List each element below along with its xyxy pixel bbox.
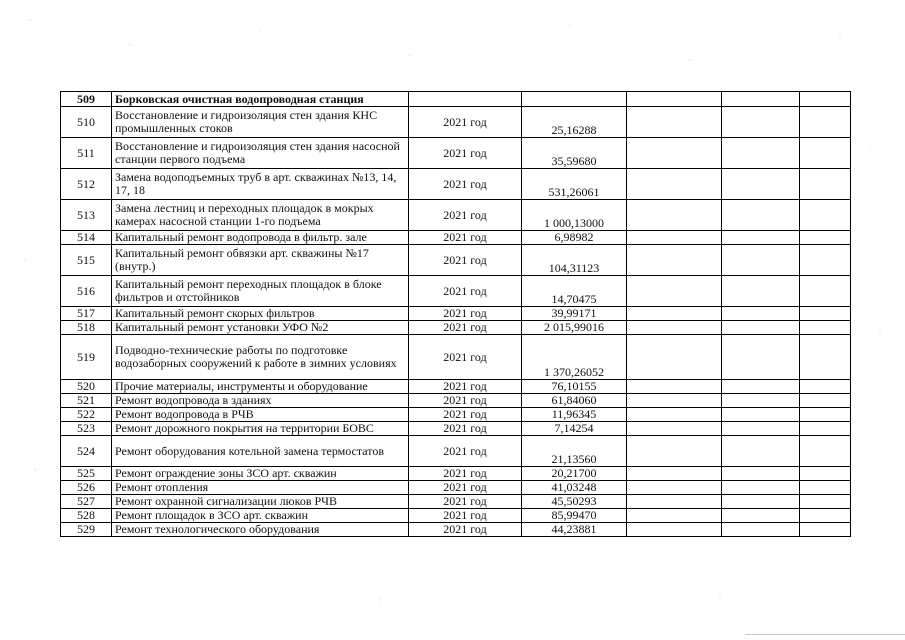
empty-cell [722, 231, 800, 245]
row-number: 512 [61, 169, 112, 200]
work-description: Ремонт отопления [112, 481, 409, 495]
work-year: 2021 год [409, 422, 522, 436]
work-description: Ремонт водопровода в зданиях [112, 394, 409, 408]
work-description: Восстановление и гидроизоляция стен здания КНС промышленных стоков [112, 107, 409, 138]
work-description: Замена лестниц и переходных площадок в мокрых камерах насосной станции 1-го подъема [112, 200, 409, 231]
empty-cell [800, 321, 851, 335]
work-cost: 20,21700 [522, 467, 627, 481]
empty-cell [722, 307, 800, 321]
empty-cell [627, 276, 722, 307]
work-year: 2021 год [409, 481, 522, 495]
table-row [61, 509, 851, 523]
work-year: 2021 год [409, 321, 522, 335]
work-year: 2021 год [409, 335, 522, 380]
work-cost: 61,84060 [522, 394, 627, 408]
empty-cell [722, 107, 800, 138]
empty-cell [800, 481, 851, 495]
empty-cell [627, 307, 722, 321]
empty-cell [722, 495, 800, 509]
work-description: Прочие материалы, инструменты и оборудование [112, 380, 409, 394]
empty-cell [800, 92, 851, 107]
table-row [61, 169, 851, 200]
empty-cell [800, 394, 851, 408]
work-year: 2021 год [409, 107, 522, 138]
work-year: 2021 год [409, 436, 522, 467]
table-row [61, 245, 851, 276]
work-description: Ремонт площадок в ЗСО арт. скважин [112, 509, 409, 523]
empty-cell [800, 107, 851, 138]
row-number: 521 [61, 394, 112, 408]
work-cost: 7,14254 [522, 422, 627, 436]
work-cost: 76,10155 [522, 380, 627, 394]
section-number: 509 [61, 92, 112, 107]
work-description: Ремонт оборудования котельной замена термостатов [112, 436, 409, 467]
row-number: 519 [61, 335, 112, 380]
table-row [61, 231, 851, 245]
work-cost: 45,50293 [522, 495, 627, 509]
scan-edge-line [745, 634, 905, 635]
work-year: 2021 год [409, 408, 522, 422]
table-row [61, 481, 851, 495]
empty-cell [722, 436, 800, 467]
work-description: Восстановление и гидроизоляция стен здания насосной станции первого подъема [112, 138, 409, 169]
empty-cell [522, 92, 627, 107]
table-row [61, 107, 851, 138]
empty-cell [722, 394, 800, 408]
empty-cell [800, 467, 851, 481]
row-number: 529 [61, 523, 112, 537]
work-cost: 41,03248 [522, 481, 627, 495]
work-description: Капитальный ремонт скорых фильтров [112, 307, 409, 321]
empty-cell [800, 200, 851, 231]
empty-cell [627, 107, 722, 138]
work-year: 2021 год [409, 467, 522, 481]
empty-cell [800, 138, 851, 169]
empty-cell [627, 169, 722, 200]
table-row [61, 321, 851, 335]
work-cost: 39,99171 [522, 307, 627, 321]
empty-cell [800, 380, 851, 394]
work-cost: 14,70475 [522, 276, 627, 307]
empty-cell [627, 231, 722, 245]
work-cost: 21,13560 [522, 436, 627, 467]
empty-cell [722, 467, 800, 481]
empty-cell [627, 436, 722, 467]
empty-cell [627, 422, 722, 436]
row-number: 526 [61, 481, 112, 495]
empty-cell [800, 276, 851, 307]
empty-cell [800, 169, 851, 200]
work-cost: 11,96345 [522, 408, 627, 422]
empty-cell [409, 92, 522, 107]
work-cost: 85,99470 [522, 509, 627, 523]
empty-cell [627, 335, 722, 380]
empty-cell [627, 523, 722, 537]
empty-cell [722, 380, 800, 394]
work-description: Ремонт технологического оборудования [112, 523, 409, 537]
empty-cell [627, 467, 722, 481]
work-cost: 35,59680 [522, 138, 627, 169]
empty-cell [722, 321, 800, 335]
empty-cell [722, 169, 800, 200]
work-year: 2021 год [409, 509, 522, 523]
empty-cell [722, 335, 800, 380]
table-row [61, 394, 851, 408]
empty-cell [800, 245, 851, 276]
work-cost: 1 370,26052 [522, 335, 627, 380]
empty-cell [627, 481, 722, 495]
work-cost: 1 000,13000 [522, 200, 627, 231]
work-year: 2021 год [409, 523, 522, 537]
table-row [61, 422, 851, 436]
work-description: Капитальный ремонт водопровода в фильтр. зале [112, 231, 409, 245]
work-cost: 104,31123 [522, 245, 627, 276]
row-number: 518 [61, 321, 112, 335]
empty-cell [800, 307, 851, 321]
work-year: 2021 год [409, 394, 522, 408]
empty-cell [627, 394, 722, 408]
table-row [61, 408, 851, 422]
work-year: 2021 год [409, 169, 522, 200]
table-row [61, 436, 851, 467]
empty-cell [800, 335, 851, 380]
row-number: 515 [61, 245, 112, 276]
budget-table [60, 91, 851, 537]
work-year: 2021 год [409, 200, 522, 231]
empty-cell [800, 495, 851, 509]
work-year: 2021 год [409, 276, 522, 307]
work-cost: 44,23881 [522, 523, 627, 537]
work-description: Подводно-технические работы по подготовке водозаборных сооружений к работе в зимних условиях [112, 335, 409, 380]
empty-cell [627, 321, 722, 335]
work-year: 2021 год [409, 245, 522, 276]
empty-cell [627, 380, 722, 394]
work-year: 2021 год [409, 380, 522, 394]
work-description: Ремонт ограждение зоны ЗСО арт. скважин [112, 467, 409, 481]
empty-cell [722, 138, 800, 169]
row-number: 520 [61, 380, 112, 394]
work-description: Капитальный ремонт переходных площадок в блоке фильтров и отстойников [112, 276, 409, 307]
empty-cell [722, 200, 800, 231]
table-row [61, 523, 851, 537]
row-number: 522 [61, 408, 112, 422]
row-number: 513 [61, 200, 112, 231]
section-title: Борковская очистная водопроводная станция [112, 92, 409, 107]
row-number: 528 [61, 509, 112, 523]
row-number: 517 [61, 307, 112, 321]
empty-cell [800, 422, 851, 436]
empty-cell [800, 509, 851, 523]
empty-cell [722, 509, 800, 523]
empty-cell [627, 495, 722, 509]
table-row [61, 380, 851, 394]
empty-cell [800, 436, 851, 467]
row-number: 527 [61, 495, 112, 509]
section-header-row [61, 92, 851, 107]
empty-cell [722, 245, 800, 276]
row-number: 511 [61, 138, 112, 169]
work-cost: 25,16288 [522, 107, 627, 138]
empty-cell [722, 276, 800, 307]
table-body [61, 92, 851, 537]
work-year: 2021 год [409, 231, 522, 245]
row-number: 516 [61, 276, 112, 307]
work-description: Замена водоподъемных труб в арт. скважинах №13, 14, 17, 18 [112, 169, 409, 200]
table-row [61, 200, 851, 231]
empty-cell [722, 408, 800, 422]
empty-cell [722, 92, 800, 107]
empty-cell [627, 509, 722, 523]
empty-cell [722, 422, 800, 436]
work-description: Ремонт охранной сигнализации люков РЧВ [112, 495, 409, 509]
work-description: Ремонт дорожного покрытия на территории БОВС [112, 422, 409, 436]
row-number: 510 [61, 107, 112, 138]
empty-cell [800, 523, 851, 537]
work-cost: 531,26061 [522, 169, 627, 200]
empty-cell [627, 408, 722, 422]
table-row [61, 467, 851, 481]
empty-cell [627, 138, 722, 169]
empty-cell [800, 408, 851, 422]
table-row [61, 307, 851, 321]
row-number: 524 [61, 436, 112, 467]
table-row [61, 276, 851, 307]
row-number: 525 [61, 467, 112, 481]
empty-cell [722, 481, 800, 495]
work-year: 2021 год [409, 495, 522, 509]
work-cost: 2 015,99016 [522, 321, 627, 335]
work-year: 2021 год [409, 307, 522, 321]
empty-cell [800, 231, 851, 245]
table-row [61, 335, 851, 380]
row-number: 514 [61, 231, 112, 245]
row-number: 523 [61, 422, 112, 436]
empty-cell [722, 523, 800, 537]
work-description: Капитальный ремонт обвязки арт. скважины №17 (внутр.) [112, 245, 409, 276]
table-row [61, 138, 851, 169]
work-cost: 6,98982 [522, 231, 627, 245]
work-year: 2021 год [409, 138, 522, 169]
work-description: Ремонт водопровода в РЧВ [112, 408, 409, 422]
empty-cell [627, 245, 722, 276]
table-row [61, 495, 851, 509]
empty-cell [627, 200, 722, 231]
work-description: Капитальный ремонт установки УФО №2 [112, 321, 409, 335]
empty-cell [627, 92, 722, 107]
